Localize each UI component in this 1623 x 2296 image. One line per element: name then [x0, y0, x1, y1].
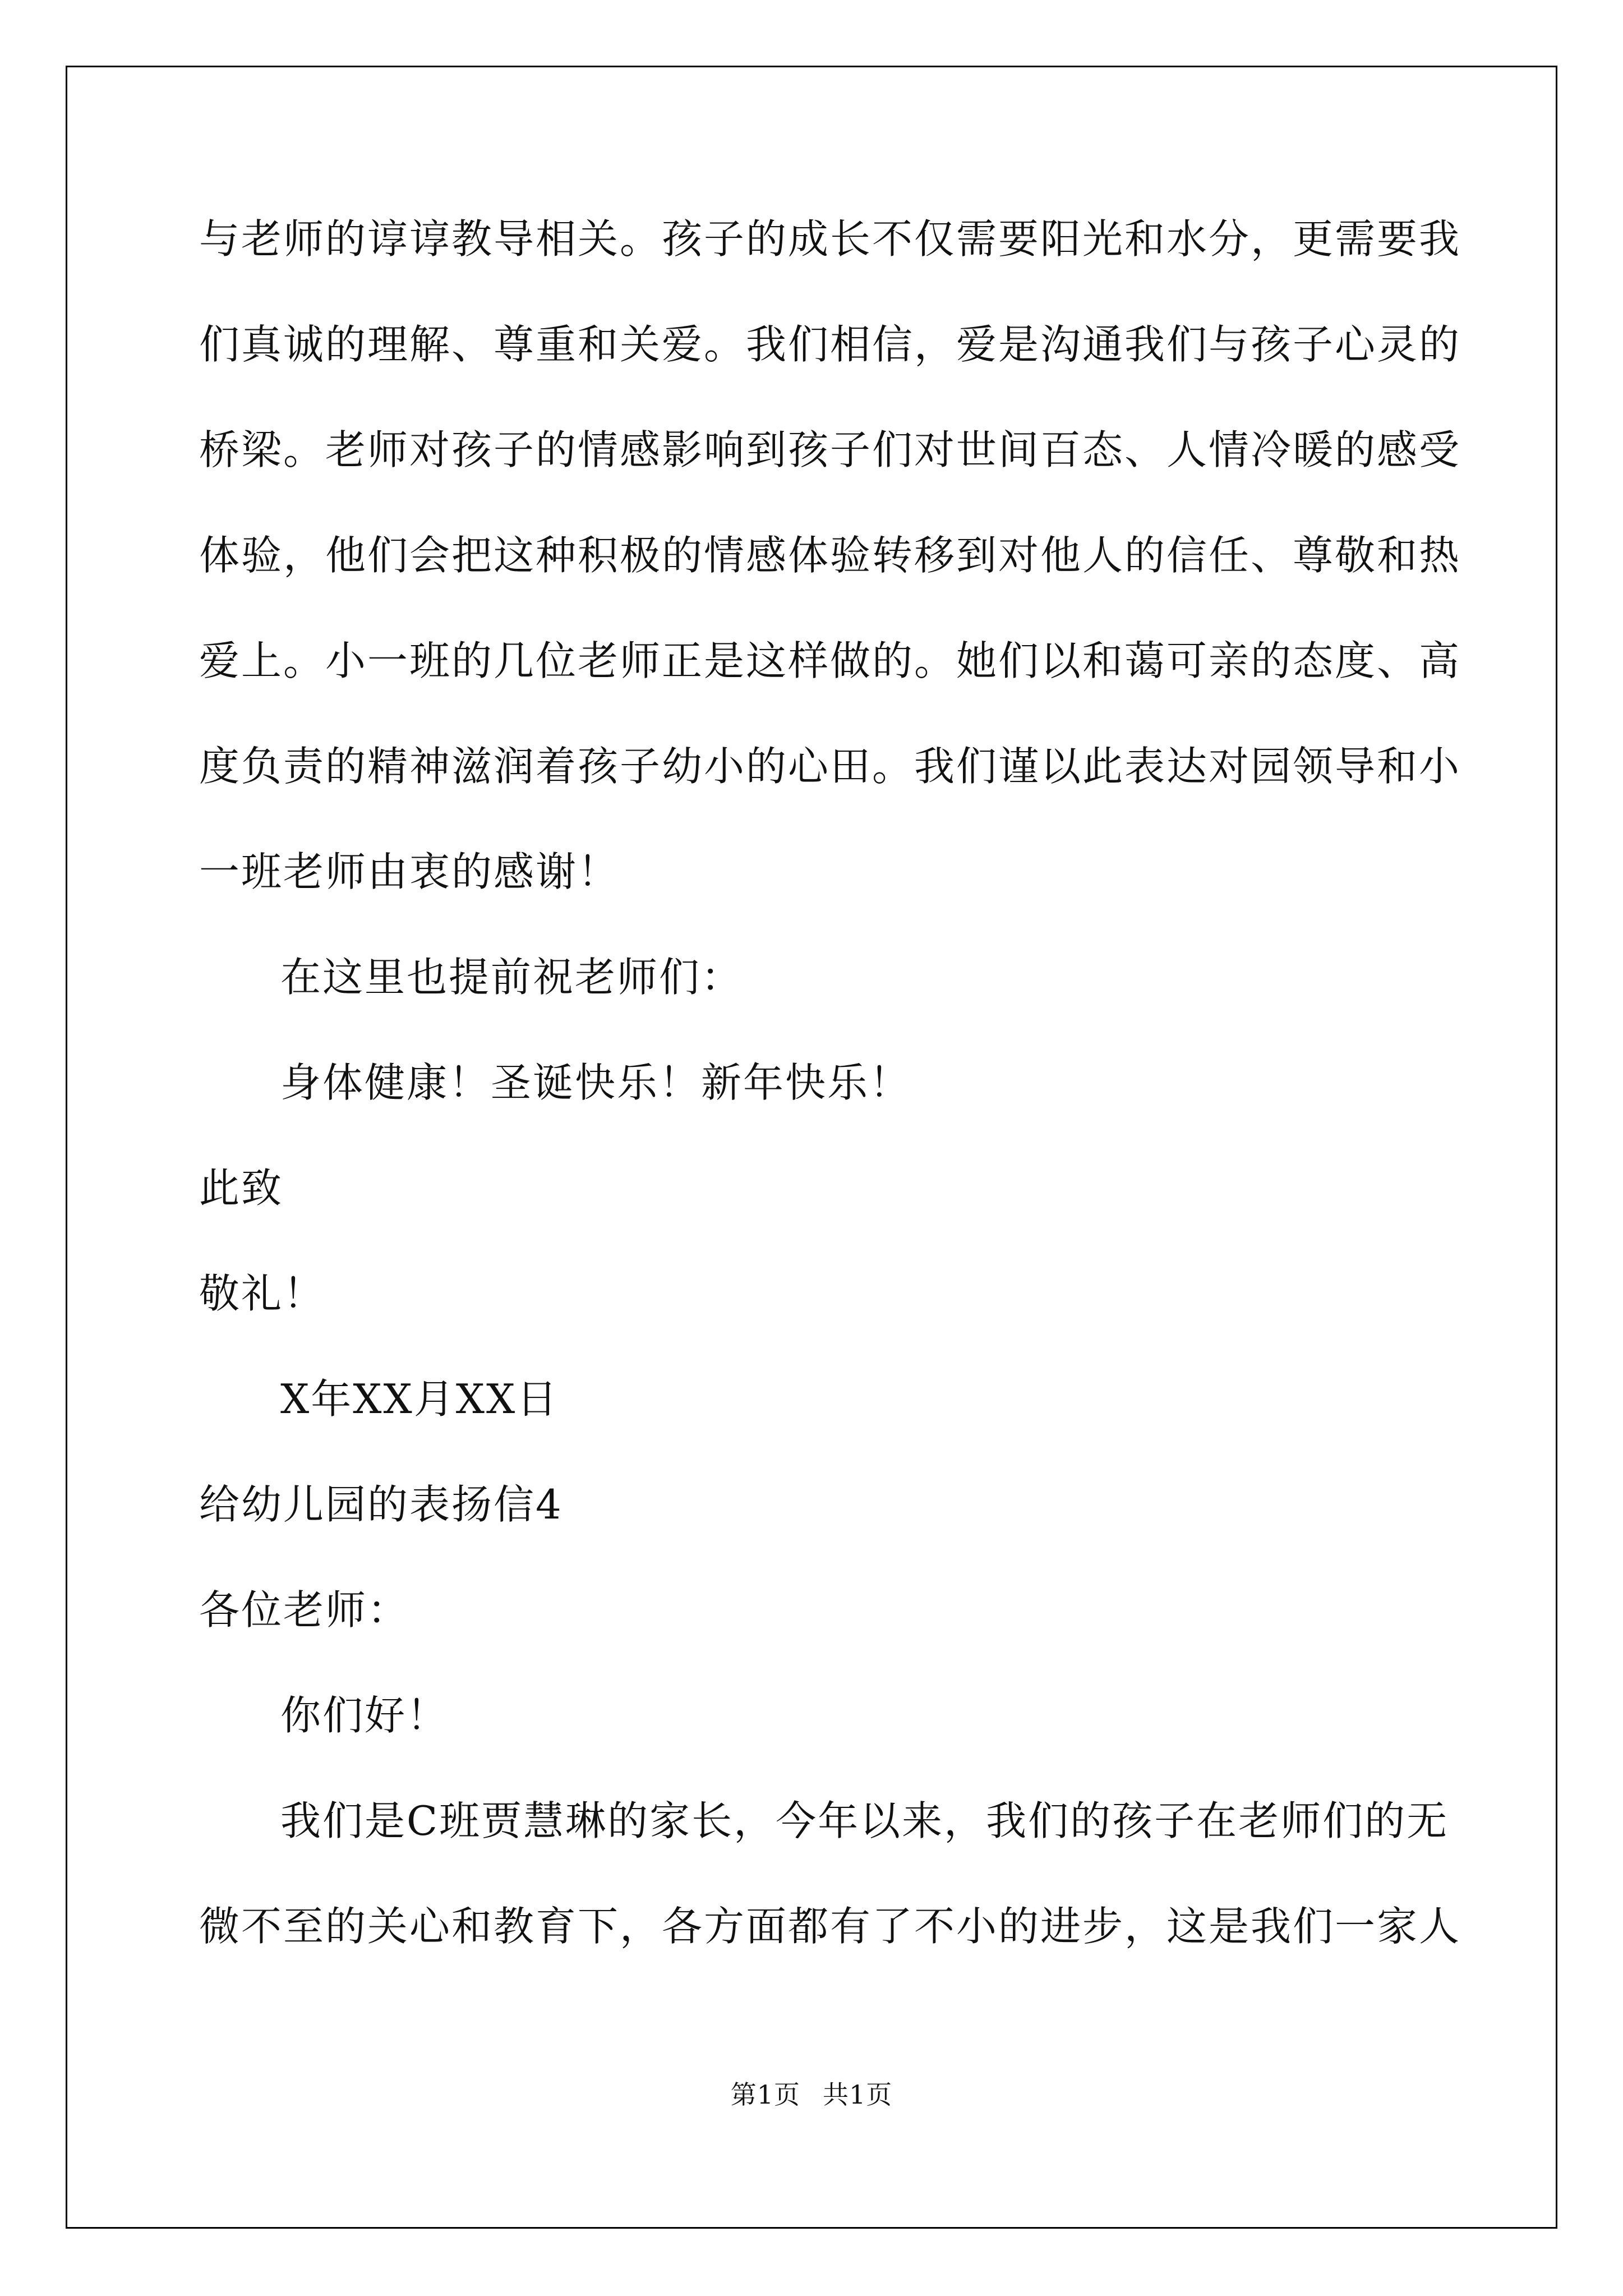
paragraph-line: 微不至的关心和教育下，各方面都有了不小的进步，这是我们一家人	[199, 1903, 1461, 1950]
wishes-intro: 在这里也提前祝老师们：	[280, 954, 744, 1001]
greeting: 你们好！	[280, 1692, 449, 1739]
salutation: 各位老师：	[199, 1586, 410, 1634]
closing-ci-zhi: 此致	[199, 1165, 284, 1212]
paragraph-line: 爱上。小一班的几位老师正是这样做的。她们以和蔼可亲的态度、高	[199, 637, 1461, 684]
paragraph-line: 们真诚的理解、尊重和关爱。我们相信，爱是沟通我们与孩子心灵的	[199, 321, 1461, 368]
page-total: 共1页	[823, 2079, 893, 2110]
closing-jing-li: 敬礼！	[199, 1270, 326, 1317]
page-footer	[0, 2078, 1623, 2111]
document-body	[199, 213, 1461, 2006]
paragraph-line: 我们是C班贾慧琳的家长，今年以来，我们的孩子在老师们的无	[280, 1797, 1449, 1844]
paragraph-line: 体验，他们会把这种积极的情感体验转移到对他人的信任、尊敬和热	[199, 532, 1461, 579]
page-number: 第1页	[730, 2079, 800, 2110]
paragraph-line: 与老师的谆谆教导相关。孩子的成长不仅需要阳光和水分，更需要我	[199, 215, 1461, 263]
paragraph-line: 桥梁。老师对孩子的情感影响到孩子们对世间百态、人情冷暖的感受	[199, 426, 1461, 473]
wishes: 身体健康！圣诞快乐！新年快乐！	[280, 1059, 912, 1106]
letter-title: 给幼儿园的表扬信4	[199, 1481, 563, 1528]
paragraph-line: 度负责的精神滋润着孩子幼小的心田。我们谨以此表达对园领导和小	[199, 743, 1461, 790]
paragraph-line: 一班老师由衷的感谢！	[199, 848, 620, 895]
letter-date: X年XX月XX日	[280, 1375, 559, 1423]
